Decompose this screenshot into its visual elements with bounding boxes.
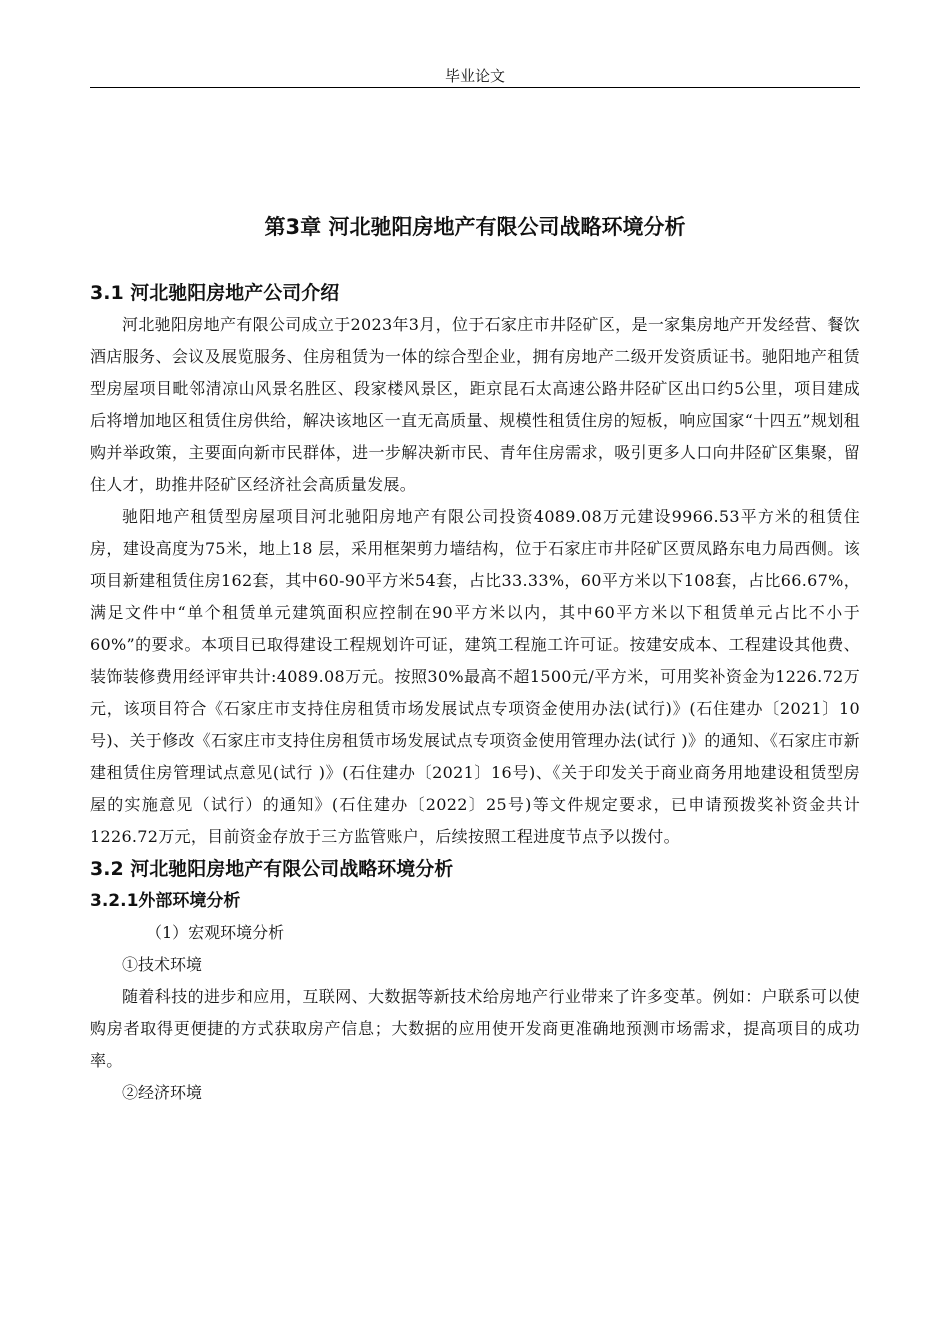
- body-content: [90, 277, 860, 1109]
- header-rule: [90, 87, 860, 88]
- section-3-2-1-heading: 3.2.1外部环境分析: [90, 891, 241, 911]
- paragraph-company-intro: 河北驰阳房地产有限公司成立于2023年3月，位于石家庄市井陉矿区，是一家集房地产开发经营、餐饮酒店服务、会议及展览服务、住房租赁为一体的综合型企业，拥有房地产二级开发资质证书。驰阳地产租赁型房屋项目毗邻清凉山风景名胜区、段家楼风景区，距京昆石太高速公路井陉矿区出口约5公里，项目建成后将增加地区租赁住房供给，解决该地区一直无高质量、规模性租赁住房的短板，响应国家“十四五”规划租购并举政策，主要面向新市民群体，进一步解决新市民、青年住房需求，吸引更多人口向井陉矿区集聚，留住人才，助推井陉矿区经济社会高质量发展。: [90, 315, 860, 494]
- section-3-2-heading: 3.2 河北驰阳房地产有限公司战略环境分析: [90, 858, 454, 880]
- document-page: [90, 0, 860, 1344]
- section-3-1-heading: 3.1 河北驰阳房地产公司介绍: [90, 282, 340, 304]
- running-header: 毕业论文: [444, 67, 505, 85]
- chapter-title: 第3章 河北驰阳房地产有限公司战略环境分析: [264, 215, 686, 239]
- paragraph-project-details: 驰阳地产租赁型房屋项目河北驰阳房地产有限公司投资4089.08万元建设9966.53平方米的租赁住房，建设高度为75米，地上18 层，采用框架剪力墙结构，位于石家庄市井陉矿区贾凤路东电力局西侧。该项目新建租赁住房162套，其中60-90平方米54套，占比33.33%，60平方米以下108套，占比66.67%，满足文件中“单个租赁单元建筑面积应控制在90平方米以内，其中60平方米以下租赁单元占比不小于60%”的要求。本项目已取得建设工程规划许可证，建筑工程施工许可证。按建安成本、工程建设其他费、装饰装修费用经评审共计:4089.08万元。按照30%最高不超1500元/平方米，可用奖补资金为1226.72万元，该项目符合《石家庄市支持住房租赁市场发展试点专项资金使用办法(试行)》(石住建办〔2021〕10号)、关于修改《石家庄市支持住房租赁市场发展试点专项资金使用管理办法(试行 )》的通知、《石家庄市新建租赁住房管理试点意见(试行 )》(石住建办〔2021〕16号)、《关于印发关于商业商务用地建设租赁型房屋的实施意见（试行）的通知》(石住建办〔2022〕25号)等文件规定要求，已申请预拨奖补资金共计1226.72万元，目前资金存放于三方监管账户，后续按照工程进度节点予以拨付。: [90, 507, 860, 846]
- subheading-tech-environment: ①技术环境: [122, 955, 203, 974]
- item-macro-environment: （1）宏观环境分析: [146, 923, 285, 942]
- paragraph-tech-environment: 随着科技的进步和应用，互联网、大数据等新技术给房地产行业带来了许多变革。例如：户联系可以使购房者取得更便捷的方式获取房产信息；大数据的应用使开发商更准确地预测市场需求，提高项目的成功率。: [90, 987, 860, 1070]
- subheading-economic-environment: ②经济环境: [122, 1083, 203, 1102]
